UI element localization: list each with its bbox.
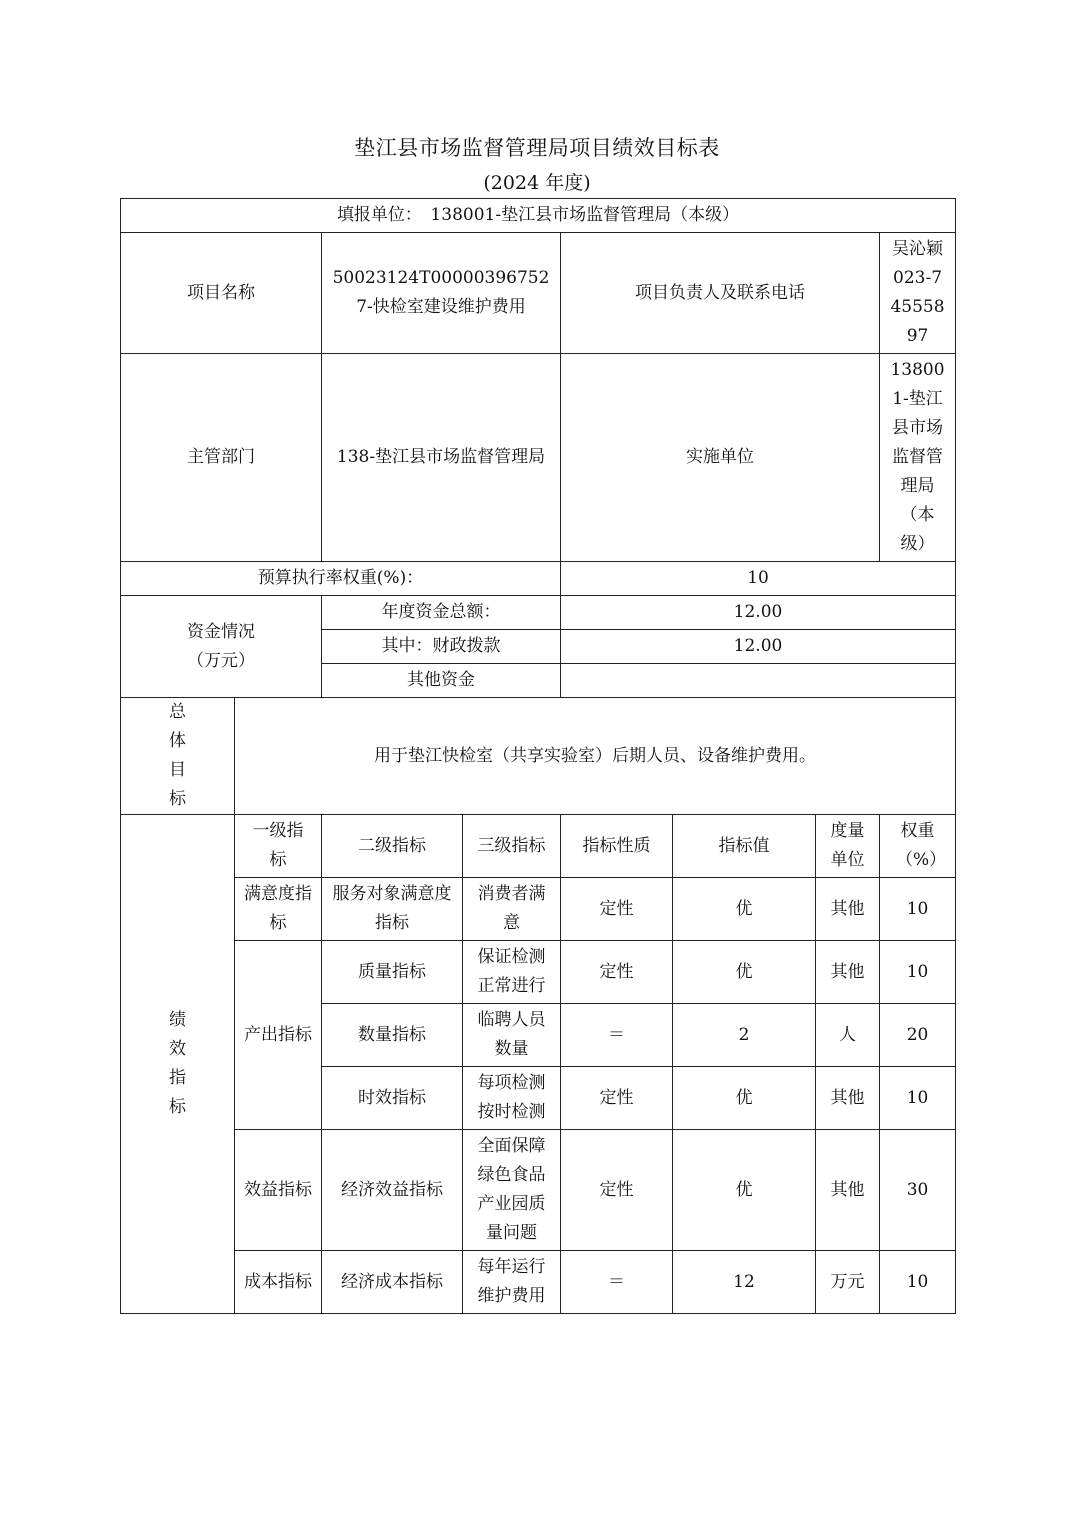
level2-cell: 质量指标: [322, 941, 463, 1004]
level3-cell: 临聘人员数量: [463, 1004, 561, 1067]
weight-cell: 10: [880, 878, 956, 941]
dept-value: 138-垫江县市场监督管理局: [322, 354, 561, 562]
funds-other-value: [561, 664, 956, 698]
table-row: [121, 878, 956, 941]
unit-cell: 其他: [816, 878, 880, 941]
level1-cell: 满意度指标: [235, 878, 322, 941]
funds-fiscal-label: 其中：财政拨款: [322, 630, 561, 664]
fill-unit: 填报单位： 138001-垫江县市场监督管理局（本级）: [121, 199, 956, 233]
weight-cell: 10: [880, 941, 956, 1004]
level2-cell: 数量指标: [322, 1004, 463, 1067]
header-value: 指标值: [673, 815, 816, 878]
level1-cell: 成本指标: [235, 1251, 322, 1314]
nature-cell: 定性: [561, 1130, 673, 1251]
level1-cell: 产出指标: [235, 941, 322, 1130]
budget-weight-label: 预算执行率权重(%)：: [121, 562, 561, 596]
weight-cell: 20: [880, 1004, 956, 1067]
unit-cell: 万元: [816, 1251, 880, 1314]
level2-cell: 经济效益指标: [322, 1130, 463, 1251]
nature-cell: 定性: [561, 878, 673, 941]
unit-cell: 其他: [816, 1130, 880, 1251]
impl-label: 实施单位: [561, 354, 880, 562]
nature-cell: 定性: [561, 941, 673, 1004]
unit-cell: 人: [816, 1004, 880, 1067]
performance-table: [120, 198, 956, 1314]
value-cell: 优: [673, 878, 816, 941]
level3-cell: 保证检测正常进行: [463, 941, 561, 1004]
leader-value: 吴沁颖 023-74555897: [880, 233, 956, 354]
unit-cell: 其他: [816, 941, 880, 1004]
value-cell: 优: [673, 941, 816, 1004]
funds-fiscal-value: 12.00: [561, 630, 956, 664]
impl-value: 138001-垫江县市场监督管理局（本级）: [880, 354, 956, 562]
value-cell: 优: [673, 1130, 816, 1251]
page-subtitle: (2024 年度): [483, 172, 591, 194]
table-row: [121, 1251, 956, 1314]
header-level1: 一级指标: [235, 815, 322, 878]
funds-other-label: 其他资金: [322, 664, 561, 698]
goal-value: 用于垫江快检室（共享实验室）后期人员、设备维护费用。: [235, 698, 956, 815]
level3-cell: 每年运行维护费用: [463, 1251, 561, 1314]
header-level2: 二级指标: [322, 815, 463, 878]
level2-cell: 经济成本指标: [322, 1251, 463, 1314]
goal-label-text: 总体目标: [169, 702, 186, 809]
header-nature: 指标性质: [561, 815, 673, 878]
level2-cell: 服务对象满意度指标: [322, 878, 463, 941]
page-title: 垫江县市场监督管理局项目绩效目标表: [354, 136, 720, 160]
level3-cell: 全面保障绿色食品产业园质量问题: [463, 1130, 561, 1251]
goal-label: [121, 698, 235, 815]
table-row: [121, 1130, 956, 1251]
value-cell: 优: [673, 1067, 816, 1130]
level1-cell: 效益指标: [235, 1130, 322, 1251]
nature-cell: ＝: [561, 1251, 673, 1314]
header-weight: 权重（%）: [880, 815, 956, 878]
level3-cell: 消费者满意: [463, 878, 561, 941]
funds-total-label: 年度资金总额：: [322, 596, 561, 630]
unit-cell: 其他: [816, 1067, 880, 1130]
project-name-value: 50023124T000003967527-快检室建设维护费用: [322, 233, 561, 354]
header-level3: 三级指标: [463, 815, 561, 878]
level3-cell: 每项检测按时检测: [463, 1067, 561, 1130]
perf-label: [121, 815, 235, 1314]
leader-label: 项目负责人及联系电话: [561, 233, 880, 354]
project-name-label: 项目名称: [121, 233, 322, 354]
funds-total-value: 12.00: [561, 596, 956, 630]
table-row: [121, 941, 956, 1004]
nature-cell: 定性: [561, 1067, 673, 1130]
funds-label: 资金情况（万元）: [121, 596, 322, 698]
weight-cell: 10: [880, 1067, 956, 1130]
weight-cell: 10: [880, 1251, 956, 1314]
nature-cell: ＝: [561, 1004, 673, 1067]
value-cell: 2: [673, 1004, 816, 1067]
header-unit: 度量单位: [816, 815, 880, 878]
value-cell: 12: [673, 1251, 816, 1314]
dept-label: 主管部门: [121, 354, 322, 562]
budget-weight-value: 10: [561, 562, 956, 596]
perf-label-text: 绩效指标: [169, 1010, 186, 1117]
weight-cell: 30: [880, 1130, 956, 1251]
level2-cell: 时效指标: [322, 1067, 463, 1130]
